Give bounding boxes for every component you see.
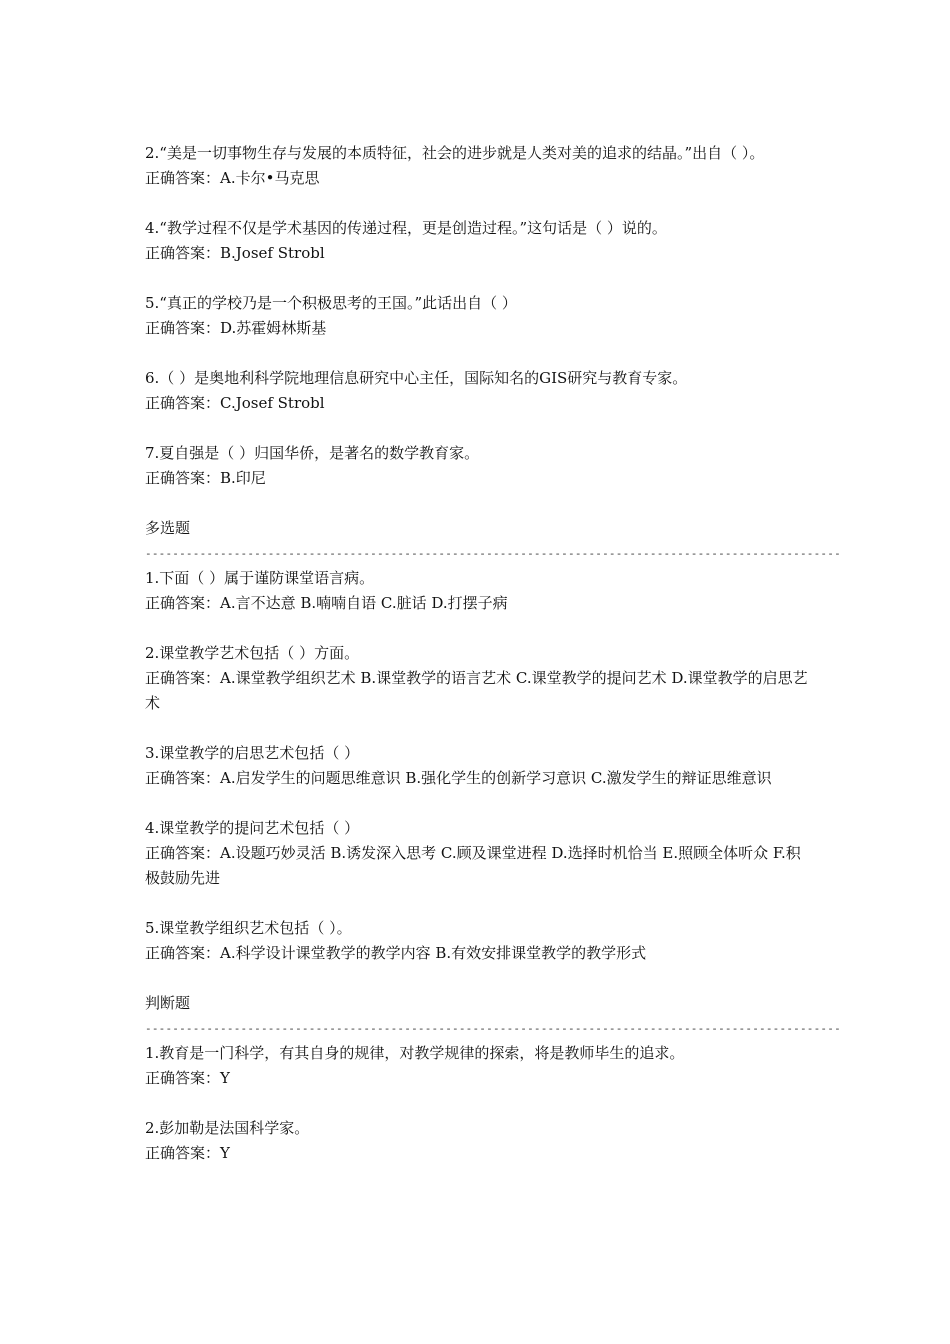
document-content [145, 141, 841, 1191]
question-text: 6.（ ）是奥地利科学院地理信息研究中心主任，国际知名的GIS研究与教育专家。 [145, 369, 688, 387]
question-block [145, 441, 810, 491]
answer-text: 正确答案：Y [145, 1144, 230, 1162]
answer-text: 正确答案：A.启发学生的问题思维意识 B.强化学生的创新学习意识 C.激发学生的辩证思维意识 [145, 769, 772, 787]
question-block [145, 741, 810, 791]
question-text: 1.教育是一门科学，有其自身的规律，对教学规律的探索，将是教师毕生的追求。 [145, 1044, 685, 1062]
answer-text: 正确答案：D.苏霍姆林斯基 [145, 319, 327, 337]
question-text: 4.“教学过程不仅是学术基因的传递过程，更是创造过程。”这句话是（ ）说的。 [145, 219, 667, 237]
question-block [145, 641, 810, 716]
question-block [145, 916, 810, 966]
section-heading-judge: 判断题 [145, 994, 191, 1012]
question-text: 5.“真正的学校乃是一个积极思考的王国。”此话出自（ ） [145, 294, 517, 312]
question-text: 7.夏自强是（ ）归国华侨，是著名的数学教育家。 [145, 444, 480, 462]
question-text: 5.课堂教学组织艺术包括（ ）。 [145, 919, 352, 937]
question-block [145, 291, 810, 341]
section-divider: ------------------------------------------------------------------------------------------------------ [145, 547, 841, 560]
answer-text: 正确答案：B.Josef Strobl [145, 244, 325, 262]
answer-text: 正确答案：A.设题巧妙灵活 B.诱发深入思考 C.顾及课堂进程 D.选择时机恰当 E.照顾全体听众 F.积极鼓励先进 [145, 844, 801, 887]
question-block [145, 1041, 810, 1091]
question-text: 1.下面（ ）属于谨防课堂语言病。 [145, 569, 375, 587]
question-block [145, 141, 810, 191]
answer-text: 正确答案：A.课堂教学组织艺术 B.课堂教学的语言艺术 C.课堂教学的提问艺术 D.课堂教学的启思艺术 [145, 669, 808, 712]
answer-text: 正确答案：B.印尼 [145, 469, 266, 487]
question-text: 2.彭加勒是法国科学家。 [145, 1119, 310, 1137]
answer-text: 正确答案：A.卡尔•马克思 [145, 169, 320, 187]
answer-text: 正确答案：C.Josef Strobl [145, 394, 325, 412]
question-text: 3.课堂教学的启思艺术包括（ ） [145, 744, 360, 762]
section-divider: ------------------------------------------------------------------------------------------------------ [145, 1022, 841, 1035]
answer-text: 正确答案：A.言不达意 B.喃喃自语 C.脏话 D.打摆子病 [145, 594, 508, 612]
question-block [145, 366, 810, 416]
question-text: 2.课堂教学艺术包括（ ）方面。 [145, 644, 360, 662]
section-heading-multi: 多选题 [145, 519, 191, 537]
question-block [145, 816, 810, 891]
question-text: 4.课堂教学的提问艺术包括（ ） [145, 819, 360, 837]
question-block [145, 216, 810, 266]
question-text: 2.“美是一切事物生存与发展的本质特征，社会的进步就是人类对美的追求的结晶。”出自（ ）。 [145, 144, 765, 162]
answer-text: 正确答案：Y [145, 1069, 230, 1087]
question-block [145, 566, 810, 616]
question-block [145, 1116, 810, 1166]
answer-text: 正确答案：A.科学设计课堂教学的教学内容 B.有效安排课堂教学的教学形式 [145, 944, 647, 962]
